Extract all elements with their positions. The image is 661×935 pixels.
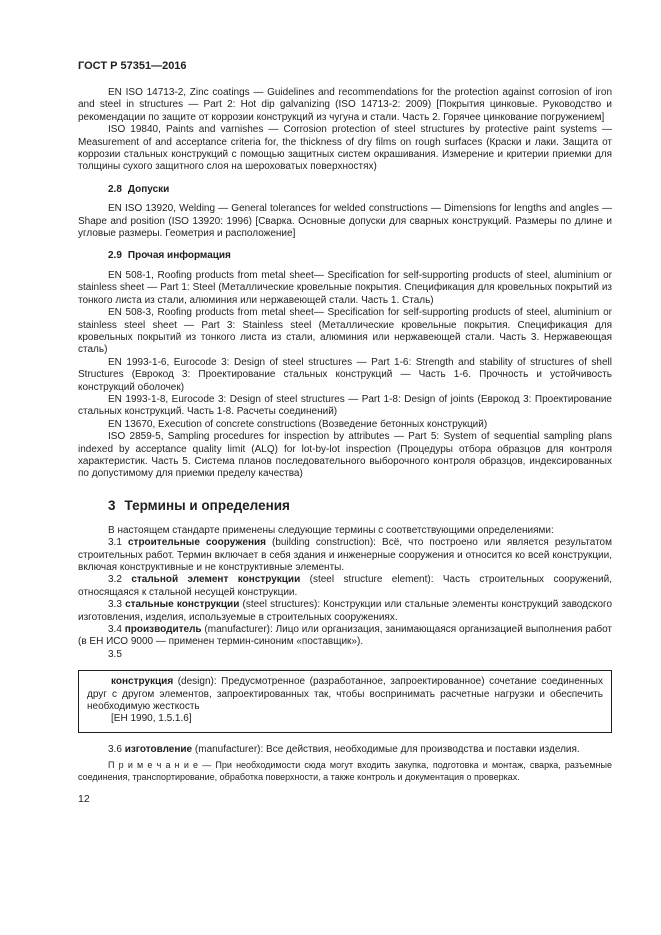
term-bold: стальные конструкции [125, 599, 240, 611]
heading-title: Прочая информация [127, 250, 231, 262]
text-run: EN 13670, Execution of concrete constructions (Возведение бетонных конструкций) [108, 418, 488, 430]
paragraph [78, 431, 612, 481]
page-number: 12 [78, 793, 90, 806]
paragraph [78, 203, 612, 240]
paragraph [78, 307, 612, 357]
definition-text [87, 676, 603, 713]
chapter-heading [78, 498, 612, 514]
text-run: В настоящем стандарте применены следующие термины с соответствующими определениями: [108, 524, 554, 536]
heading-number: 2.9 [108, 250, 122, 262]
paragraph [78, 419, 612, 431]
term-bold: конструкция [111, 676, 174, 688]
paragraph [78, 537, 612, 574]
text-run: 3.1 [108, 537, 128, 549]
text-run: (steel structure element): Часть строительных сооружений, относящаяся к стальной несущей конструкции. [78, 574, 612, 598]
text-run: (steel structures): Конструкции или стальные элементы конструкций заводского изготовления, изделия, используемые в строительных сооружениях. [78, 599, 613, 623]
text-run: ISO 19840, Paints and varnishes — Corrosion protection of steel structures by protective paint systems — Measurement of and acceptance criteria for, the thickness of dry films on rough surfaces (Краски и лаки. Защита от коррозии стальных конструкций с помощью защитных систем окрашивания. Измерение и критерии приемки для толщины сухого защитного слоя на шероховатых поверхностях) [78, 124, 612, 173]
text-run: 3.6 [108, 743, 125, 755]
definition-source-reference [87, 713, 603, 725]
term-bold: изготовление [124, 743, 193, 755]
paragraph [78, 624, 612, 649]
note-paragraph [78, 760, 612, 783]
text-run: П р и м е ч а н и е — При необходимости сюда могут входить закупка, подготовка и монтаж, сварка, разъемные соединения, транспортирование, обработка поверхности, а также контроль и документация о проверках. [78, 760, 612, 782]
text-run: EN ISO 13920, Welding — General tolerances for welded constructions — Dimensions for lengths and angles — Shape and position (ISO 13920: 1996) [Сварка. Основные допуски для сварных конструкций. Размеры по длине и угловые размеры. Геометрия и расположение] [78, 203, 612, 240]
heading-title: Термины и определения [124, 497, 290, 513]
text-run: EN 508-1, Roofing products from metal sheet— Specification for self-supporting products of steel, aluminium or stainless sheet — Part 1: Steel (Металлические кровельные покрытия. Спецификация для кровельных покрытий из тонкого листа из стали, алюминия или нержавеющей стали. Часть 1. Сталь) [78, 269, 612, 306]
text-run: [ЕН 1990, 1.5.1.6] [111, 713, 192, 725]
term-bold: стальной элемент конструкции [131, 574, 301, 586]
text-run: ISO 2859-5, Sampling procedures for inspection by attributes — Part 5: System of sequential sampling plans indexed by acceptance quality limit (ALQ) for lot-by-lot inspection (Процедуры отбора образцов для контроля характеристик. Часть 5. Система планов последовательного выборочного контроля образцов, индексированных по допустимому для приемки пределу качества) [78, 431, 612, 480]
text-run: (design): Предусмотренное (разработанное, запроектированное) сочетание соединенных друг с другом элементов, запроектированных так, чтобы воспринимать расчетные нагрузки и обеспечить необходимую жесткость [87, 676, 603, 713]
paragraph [78, 270, 612, 307]
text-run: EN ISO 14713-2, Zinc coatings — Guidelines and recommendations for the protection against corrosion of iron and steel in structures — Part 2: Hot dip galvanizing (ISO 14713-2: 2009) [Покрытия цинковые. Руководство и рекомендации по защите от коррозии конструкций из чугуна и стали. Часть 2. Горячее цинкование погружением] [78, 87, 612, 123]
paragraph [78, 525, 612, 537]
term-bold: строительные сооружения [127, 537, 266, 549]
text-run: 3.2 [108, 574, 132, 586]
heading-number: 2.8 [108, 183, 122, 195]
definition-box [78, 670, 612, 733]
text-run: EN 1993-1-6, Eurocode 3: Design of steel structures — Part 1-6: Strength and stability of structures of shell Structures (Еврокод 3: Проектирование стальных конструкций — Часть 1-6. Прочность и устойчивость конструкций оболочек) [78, 356, 612, 393]
text-run: 3.4 [108, 624, 125, 636]
document-content [78, 60, 612, 805]
running-header: ГОСТ Р 57351—2016 [78, 60, 187, 72]
section-heading [78, 184, 612, 196]
section-heading [78, 250, 612, 262]
paragraph [78, 394, 612, 419]
text-run: EN 508-3, Roofing products from metal sheet— Specification for self-supporting products of steel, aluminium or stainless steel sheet — Part 3: Stainless steel (Металлические кровельные покрытия. Спецификация для кровельных покрытий из тонкого листа из стали, алюминия или нержавеющей стали. Часть 3. Нержавеющая сталь) [78, 307, 612, 356]
paragraph [78, 599, 612, 624]
text-run: (manufacturer): Все действия, необходимые для производства и поставки изделия. [192, 743, 580, 755]
text-run: 3.5 [108, 648, 122, 660]
paragraph [78, 357, 612, 394]
text-run: (manufacturer): Лицо или организация, занимающаяся организацией выполнения работ (в ЕН ИСО 9000 — применен термин-синоним «поставщик»). [78, 624, 612, 648]
paragraph [78, 574, 612, 599]
heading-number: 3 [108, 497, 116, 513]
paragraph [78, 87, 612, 124]
text-run: EN 1993-1-8, Eurocode 3: Design of steel structures — Part 1-8: Design of joints (Еврокод 3: Проектирование стальных конструкций. Часть 1-8. Расчеты соединений) [78, 393, 612, 418]
paragraph [78, 744, 612, 756]
heading-title: Допуски [127, 183, 170, 195]
text-run: (building construction): Всё, что построено или является результатом строительных работ. Термин включает в себя здания и инженерные сооружения и относится ко всей конструкции, включая конструктивные и не конструктивные элементы. [78, 537, 612, 573]
text-run: 3.3 [108, 599, 126, 611]
paragraph [78, 649, 612, 661]
term-bold: производитель [124, 624, 202, 636]
document-body [78, 87, 612, 783]
paragraph [78, 124, 612, 174]
